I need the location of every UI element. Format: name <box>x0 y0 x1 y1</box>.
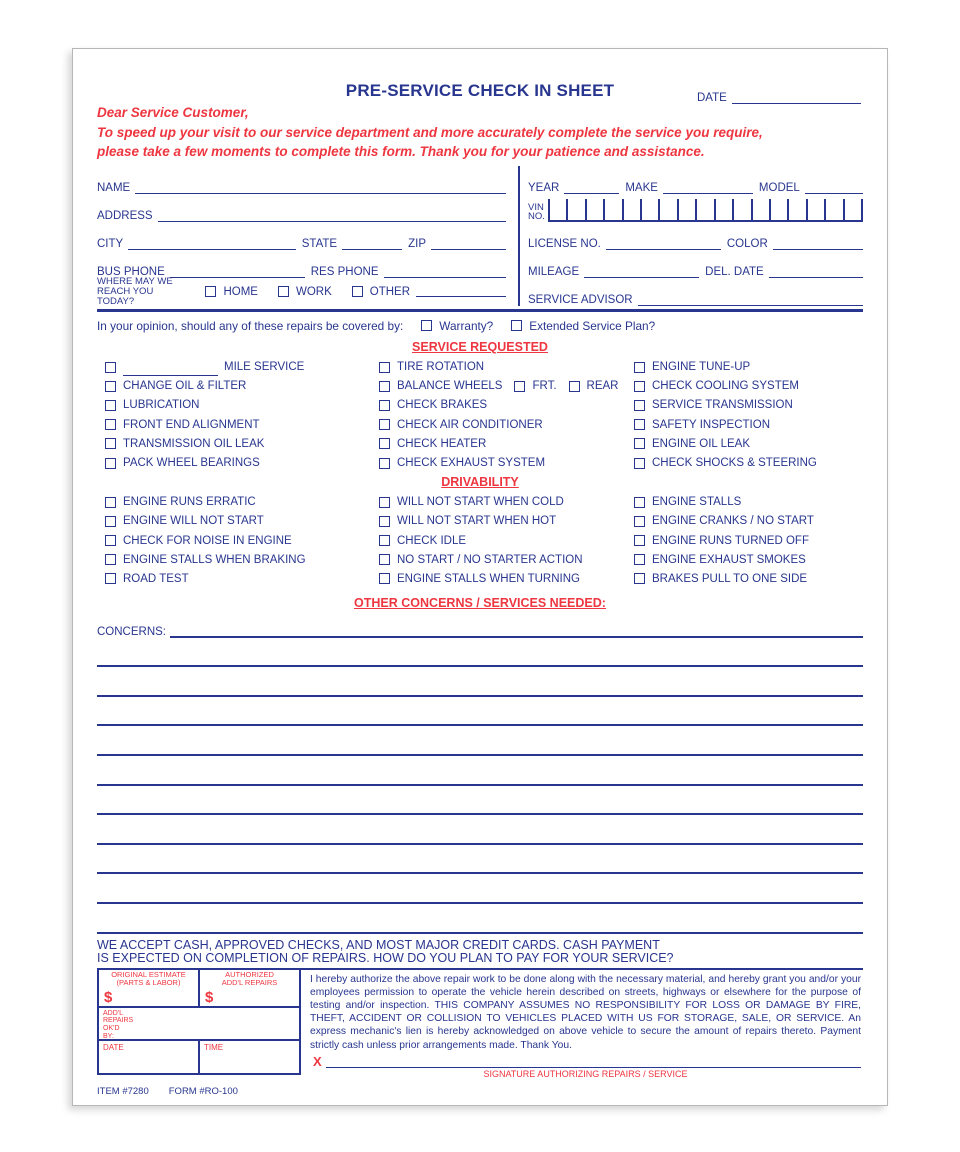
coverage-question: In your opinion, should any of these repairs be covered by: <box>97 318 404 333</box>
vin-character-box[interactable] <box>806 199 824 222</box>
writing-line[interactable] <box>97 904 863 934</box>
mileage-label: MILEAGE <box>528 265 580 278</box>
authorized-addl-repairs-label: AUTHORIZED ADD'L REPAIRS <box>221 969 278 987</box>
zip-label: ZIP <box>408 237 426 250</box>
checkbox-item <box>379 358 634 377</box>
address-row <box>97 194 506 222</box>
vin-character-box[interactable] <box>548 199 566 222</box>
checkbox-label: ENGINE TUNE-UP <box>652 361 751 374</box>
vin-character-box[interactable] <box>658 199 676 222</box>
checkbox-item <box>634 550 863 569</box>
checkbox-item <box>379 531 634 550</box>
checkbox[interactable] <box>634 516 645 527</box>
color-input-line[interactable] <box>773 237 863 250</box>
dollar-sign: $ <box>205 988 214 1006</box>
address-input-line[interactable] <box>158 209 506 222</box>
writing-line[interactable] <box>97 786 863 816</box>
form-sheet <box>72 48 888 1106</box>
checkbox[interactable] <box>379 573 390 584</box>
color-label: COLOR <box>726 237 768 250</box>
concerns-input-line[interactable] <box>170 625 863 638</box>
blank-input-line[interactable] <box>416 286 506 297</box>
estimate-amounts-row <box>99 970 299 1008</box>
checkbox-item <box>634 493 863 512</box>
writing-line[interactable] <box>97 874 863 904</box>
name-label: NAME <box>97 181 131 194</box>
name-row <box>97 166 506 194</box>
bus-phone-label: BUS PHONE <box>97 265 165 278</box>
checkbox[interactable] <box>634 573 645 584</box>
checkbox[interactable] <box>379 554 390 565</box>
checkbox[interactable] <box>105 381 116 392</box>
checkbox[interactable] <box>205 286 216 297</box>
bus-phone-input-line[interactable] <box>170 265 305 278</box>
checkbox-item <box>105 377 379 396</box>
concerns-writing-area <box>97 638 863 934</box>
vin-character-box[interactable] <box>751 199 769 222</box>
concerns-label: CONCERNS: <box>97 625 167 638</box>
payment-notice <box>97 939 863 966</box>
concerns-row <box>97 621 863 638</box>
checkbox-item <box>634 377 863 396</box>
checkbox[interactable] <box>379 516 390 527</box>
customer-note-line: please take a few moments to complete this form. Thank you for your patience and assistance. <box>97 144 705 159</box>
city-label: CITY <box>97 237 124 250</box>
checkbox-label: ENGINE EXHAUST SMOKES <box>652 553 806 566</box>
checkbox-label: BRAKES PULL TO ONE SIDE <box>652 572 808 585</box>
checkbox[interactable] <box>634 400 645 411</box>
service-requested-col1 <box>105 358 379 473</box>
writing-line[interactable] <box>97 756 863 786</box>
writing-line[interactable] <box>97 845 863 875</box>
checkbox[interactable] <box>105 573 116 584</box>
checkbox[interactable] <box>105 458 116 469</box>
license-label: LICENSE NO. <box>528 237 601 250</box>
checkbox[interactable] <box>634 535 645 546</box>
checkbox-label: CHANGE OIL & FILTER <box>123 380 247 393</box>
checkbox-item <box>105 531 379 550</box>
checkbox-item <box>379 434 634 453</box>
del-date-label: DEL. DATE <box>705 265 764 278</box>
checkbox[interactable] <box>634 438 645 449</box>
license-input-line[interactable] <box>606 237 721 250</box>
checkbox-label: CHECK HEATER <box>397 437 487 450</box>
checkbox-item <box>379 493 634 512</box>
checkbox-item <box>634 512 863 531</box>
vin-character-box[interactable] <box>677 199 695 222</box>
reach-row <box>97 275 506 307</box>
drivability-col1 <box>105 493 379 589</box>
res-phone-input-line[interactable] <box>384 265 507 278</box>
checkbox-item <box>105 453 379 472</box>
form-header <box>97 49 863 104</box>
checkbox-item <box>105 415 379 434</box>
checkbox[interactable] <box>634 497 645 508</box>
year-make-model-row <box>528 166 863 194</box>
date-field <box>697 91 861 104</box>
vin-label: VIN NO. <box>528 201 545 222</box>
checkbox[interactable] <box>105 535 116 546</box>
checkbox-label: FRT. <box>532 380 557 393</box>
authorization-text: I hereby authorize the above repair work to be done along with the necessary material, and hereby grant you and/or your employees permission to operate the vehicle herein described on streets, highways or elsewhere for the purpose of testing and/or inspection. THIS COMPANY ASSUMES NO RESPONSIBILITY FOR LOSS OR DAMAGE BY FIRE, THEFT, ACCIDENT OR COLLISION TO VEHICLES PLACED WITH US FOR STORAGE, SALE, OR SERVICE. An express mechanic's lien is hereby acknowledged on above vehicle to secure the amount of repairs thereto. Payment strictly cash unless prior arrangements made. Thank You. <box>310 973 861 1051</box>
checkbox-label: CHECK SHOCKS & STEERING <box>652 457 817 470</box>
year-label: YEAR <box>528 181 560 194</box>
payment-line: WE ACCEPT CASH, APPROVED CHECKS, AND MOST MAJOR CREDIT CARDS. CASH PAYMENT <box>97 937 660 952</box>
authorization-text-area <box>301 970 863 1079</box>
vin-character-box[interactable] <box>714 199 732 222</box>
checkbox-item <box>205 286 258 298</box>
service-advisor-label: SERVICE ADVISOR <box>528 293 633 306</box>
res-phone-label: RES PHONE <box>310 265 379 278</box>
checkbox-label: TRANSMISSION OIL LEAK <box>123 437 265 450</box>
del-date-input-line[interactable] <box>769 265 863 278</box>
customer-note-line: Dear Service Customer, <box>97 105 249 120</box>
form-footer <box>97 1086 863 1097</box>
vin-character-box[interactable] <box>603 199 621 222</box>
checkbox[interactable] <box>278 286 289 297</box>
drivability-col2 <box>379 493 634 589</box>
checkbox-label: CHECK IDLE <box>397 534 467 547</box>
service-requested-col3 <box>634 358 863 473</box>
writing-line[interactable] <box>97 638 863 668</box>
vin-character-box[interactable] <box>585 199 603 222</box>
checkbox-item <box>105 550 379 569</box>
checkbox-label: ENGINE CRANKS / NO START <box>652 515 814 528</box>
estimate-time-label: TIME <box>204 1042 224 1052</box>
coverage-question-row <box>97 319 863 333</box>
signature-caption: SIGNATURE AUTHORIZING REPAIRS / SERVICE <box>483 1068 688 1079</box>
checkbox[interactable] <box>634 381 645 392</box>
checkbox-item <box>105 434 379 453</box>
addl-repairs-okd-by-cell[interactable]: ADD'L REPAIRS OK'D BY: <box>99 1008 299 1041</box>
checkbox-label: SERVICE TRANSMISSION <box>652 399 793 412</box>
vin-character-box[interactable] <box>640 199 658 222</box>
checkbox-item <box>379 377 634 396</box>
other-concerns-heading: OTHER CONCERNS / SERVICES NEEDED: <box>354 595 606 610</box>
checkbox[interactable] <box>105 400 116 411</box>
estimate-date-label: DATE <box>103 1042 124 1052</box>
vin-character-box[interactable] <box>843 199 863 222</box>
signature-line[interactable] <box>326 1057 861 1068</box>
vin-character-box[interactable] <box>769 199 787 222</box>
writing-line[interactable] <box>97 667 863 697</box>
checkbox-item <box>634 531 863 550</box>
customer-note <box>97 103 863 162</box>
checkbox-label: FRONT END ALIGNMENT <box>123 418 260 431</box>
checkbox-label: REAR <box>586 380 619 393</box>
checkbox-label: ENGINE RUNS TURNED OFF <box>652 534 809 547</box>
mileage-input-line[interactable] <box>584 265 699 278</box>
checkbox-item <box>379 550 634 569</box>
checkbox-item <box>105 396 379 415</box>
writing-line[interactable] <box>97 726 863 756</box>
coverage-options <box>403 319 655 333</box>
checkbox[interactable] <box>634 419 645 430</box>
checkbox-label: WILL NOT START WHEN HOT <box>397 515 557 528</box>
checkbox-item <box>379 415 634 434</box>
checkbox-item <box>634 569 863 588</box>
form-number: FORM #RO-100 <box>168 1085 238 1097</box>
checkbox[interactable] <box>634 362 645 373</box>
drivability-heading: DRIVABILITY <box>441 474 519 489</box>
year-input-line[interactable] <box>564 181 619 194</box>
reach-options <box>185 286 506 298</box>
page-title: PRE-SERVICE CHECK IN SHEET <box>345 81 615 100</box>
signature-row <box>310 1055 861 1068</box>
checkbox-item <box>634 453 863 472</box>
checkbox-item <box>105 493 379 512</box>
checkbox[interactable] <box>511 320 522 331</box>
original-estimate-cell[interactable] <box>99 970 200 1006</box>
vin-character-box[interactable] <box>824 199 842 222</box>
city-input-line[interactable] <box>128 237 296 250</box>
vin-character-box[interactable] <box>622 199 640 222</box>
checkbox-label: SAFETY INSPECTION <box>652 418 771 431</box>
date-cell[interactable] <box>99 1041 200 1073</box>
checkbox-label: MILE SERVICE <box>224 361 305 374</box>
checkbox-label: CHECK EXHAUST SYSTEM <box>397 457 546 470</box>
checkbox[interactable] <box>379 362 390 373</box>
checkbox-label: WORK <box>295 285 332 298</box>
checkbox-label: HOME <box>223 285 258 298</box>
checkbox[interactable] <box>105 419 116 430</box>
checkbox-item <box>278 286 332 298</box>
state-label: STATE <box>301 237 338 250</box>
checkbox[interactable] <box>105 516 116 527</box>
service-advisor-row <box>528 278 863 306</box>
vin-character-box[interactable] <box>695 199 713 222</box>
checkbox-label: ROAD TEST <box>123 572 189 585</box>
checkbox[interactable] <box>634 554 645 565</box>
checkbox-item <box>634 358 863 377</box>
vin-character-box[interactable] <box>787 199 805 222</box>
checkbox-item <box>379 569 634 588</box>
model-label: MODEL <box>758 181 800 194</box>
checkbox-label: ENGINE STALLS WHEN BRAKING <box>123 553 306 566</box>
checkbox-label: CHECK COOLING SYSTEM <box>652 380 799 393</box>
checkbox[interactable] <box>105 362 116 373</box>
payment-line: IS EXPECTED ON COMPLETION OF REPAIRS. HOW DO YOU PLAN TO PAY FOR YOUR SERVICE? <box>97 951 674 965</box>
checkbox-item <box>421 319 493 333</box>
checkbox[interactable] <box>105 438 116 449</box>
checkbox-label: NO START / NO STARTER ACTION <box>397 553 583 566</box>
checkbox-label: CHECK BRAKES <box>397 399 488 412</box>
time-cell[interactable] <box>200 1041 299 1073</box>
name-input-line[interactable] <box>135 181 506 194</box>
checkbox-item <box>105 512 379 531</box>
checkbox-label: BALANCE WHEELS <box>397 380 503 393</box>
checkbox-item <box>105 569 379 588</box>
blank-input-line[interactable] <box>123 365 218 376</box>
estimate-box <box>97 970 301 1075</box>
dollar-sign: $ <box>104 988 113 1006</box>
phones-row <box>97 250 506 278</box>
service-requested-col2 <box>379 358 634 473</box>
checkbox-label: ENGINE STALLS WHEN TURNING <box>397 572 580 585</box>
checkbox[interactable] <box>379 381 390 392</box>
checkbox-item <box>634 415 863 434</box>
checkbox[interactable] <box>105 497 116 508</box>
model-input-line[interactable] <box>805 181 863 194</box>
service-requested-heading: SERVICE REQUESTED <box>412 339 548 354</box>
drivability-grid <box>97 493 863 589</box>
date-label: DATE <box>697 92 727 104</box>
item-number: ITEM #7280 <box>97 1085 149 1097</box>
license-color-row <box>528 222 863 250</box>
checkbox-label: Warranty? <box>439 318 494 333</box>
date-time-row <box>99 1041 299 1073</box>
zip-input-line[interactable] <box>431 237 506 250</box>
checkbox[interactable] <box>514 381 525 392</box>
checkbox-label: OTHER <box>369 285 410 298</box>
checkbox-item <box>634 396 863 415</box>
vehicle-info-column <box>518 166 863 306</box>
checkbox-label: ENGINE OIL LEAK <box>652 437 750 450</box>
info-fields-section <box>97 166 863 312</box>
writing-line[interactable] <box>97 697 863 727</box>
checkbox-label: PACK WHEEL BEARINGS <box>123 457 260 470</box>
signature-x-mark: X <box>313 1053 322 1069</box>
checkbox-label: Extended Service Plan? <box>529 318 656 333</box>
reach-label: WHERE MAY WE REACH YOU TODAY? <box>97 275 173 307</box>
checkbox[interactable] <box>379 497 390 508</box>
checkbox[interactable] <box>569 381 580 392</box>
checkbox-label: CHECK FOR NOISE IN ENGINE <box>123 534 292 547</box>
drivability-col3 <box>634 493 863 589</box>
vin-row <box>528 194 863 222</box>
make-label: MAKE <box>625 181 658 194</box>
checkbox-label: TIRE ROTATION <box>397 361 485 374</box>
original-estimate-label: ORIGINAL ESTIMATE (PARTS & LABOR) <box>111 969 186 987</box>
checkbox[interactable] <box>379 458 390 469</box>
checkbox[interactable] <box>379 400 390 411</box>
checkbox[interactable] <box>634 458 645 469</box>
checkbox-item <box>379 453 634 472</box>
checkbox-item <box>105 358 379 377</box>
checkbox-label: LUBRICATION <box>123 399 200 412</box>
checkbox-label: ENGINE STALLS <box>652 496 742 509</box>
vin-character-box[interactable] <box>732 199 750 222</box>
authorized-addl-repairs-cell[interactable] <box>200 970 299 1006</box>
checkbox-item <box>352 286 506 298</box>
checkbox-item <box>379 512 634 531</box>
service-requested-grid <box>97 358 863 473</box>
checkbox-label: CHECK AIR CONDITIONER <box>397 418 543 431</box>
customer-info-column <box>97 166 518 306</box>
state-input-line[interactable] <box>342 237 402 250</box>
checkbox[interactable] <box>379 535 390 546</box>
checkbox-label: ENGINE WILL NOT START <box>123 515 264 528</box>
date-input-line[interactable] <box>732 91 861 104</box>
checkbox[interactable] <box>379 438 390 449</box>
checkbox-item <box>379 396 634 415</box>
checkbox[interactable] <box>379 419 390 430</box>
checkbox-item <box>511 319 655 333</box>
service-advisor-input-line[interactable] <box>638 293 863 306</box>
authorization-section <box>97 968 863 1079</box>
vin-boxes <box>548 199 863 222</box>
city-state-zip-row <box>97 222 506 250</box>
checkbox-label: ENGINE RUNS ERRATIC <box>123 496 256 509</box>
checkbox-item <box>634 434 863 453</box>
writing-line[interactable] <box>97 815 863 845</box>
mileage-deldate-row <box>528 250 863 278</box>
address-label: ADDRESS <box>97 209 153 222</box>
checkbox-label: WILL NOT START WHEN COLD <box>397 496 564 509</box>
checkbox[interactable] <box>421 320 432 331</box>
make-input-line[interactable] <box>663 181 753 194</box>
checkbox[interactable] <box>352 286 363 297</box>
vin-character-box[interactable] <box>566 199 584 222</box>
checkbox[interactable] <box>105 554 116 565</box>
customer-note-line: To speed up your visit to our service department and more accurately complete the service you require, <box>97 124 763 140</box>
